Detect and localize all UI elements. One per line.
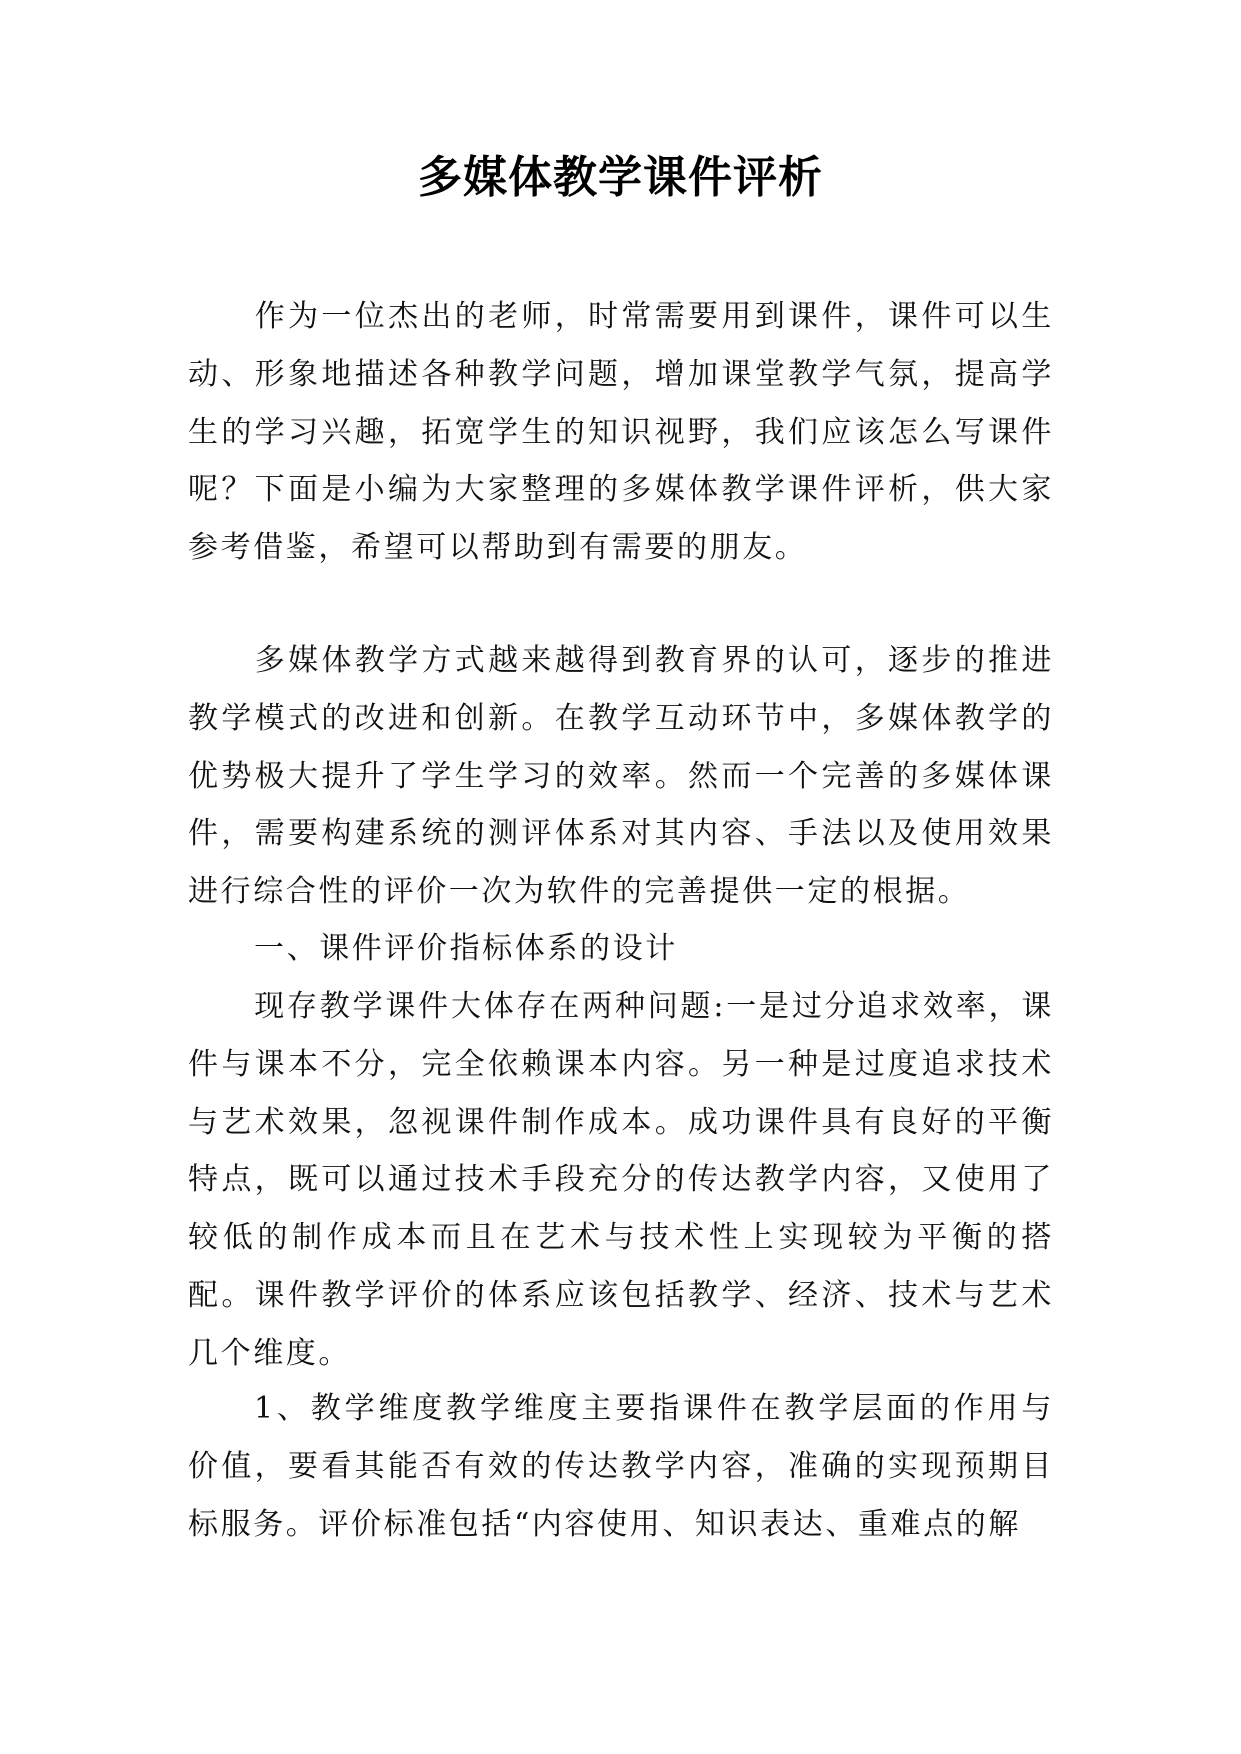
document-title: 多媒体教学课件评析 bbox=[418, 152, 823, 203]
body-paragraph bbox=[188, 632, 1054, 921]
section-heading bbox=[188, 920, 1054, 978]
paragraph-text: 现存教学课件大体存在两种问题:一是过分追求效率，课件与课本不分，完全依赖课本内容。另一种是过度追求技术与艺术效果，忽视课件制作成本。成功课件具有良好的平衡特点，既可以通过技术手段充分的传达教学内容，又使用了较低的制作成本而且在艺术与技术性上实现较为平衡的搭配。课件教学评价的体系应该包括教学、经济、技术与艺术几个维度。 bbox=[188, 989, 1054, 1371]
section-heading-text: 一、课件评价指标体系的设计 bbox=[254, 931, 678, 966]
paragraph-text: 1、教学维度教学维度主要指课件在教学层面的作用与价值，要看其能否有效的传达教学内容，准确的实现预期目标服务。评价标准包括“内容使用、知识表达、重难点的解 bbox=[188, 1391, 1054, 1542]
intro-paragraph bbox=[188, 288, 1054, 577]
body-paragraph bbox=[188, 1380, 1054, 1553]
paragraph-text: 作为一位杰出的老师，时常需要用到课件，课件可以生动、形象地描述各种教学问题，增加课堂教学气氛，提高学生的学习兴趣，拓宽学生的知识视野，我们应该怎么写课件呢？下面是小编为大家整理的多媒体教学课件评析，供大家参考借鉴，希望可以帮助到有需要的朋友。 bbox=[188, 299, 1054, 566]
body-paragraph bbox=[188, 978, 1054, 1383]
paragraph-text: 多媒体教学方式越来越得到教育界的认可，逐步的推进教学模式的改进和创新。在教学互动环节中，多媒体教学的优势极大提升了学生学习的效率。然而一个完善的多媒体课件，需要构建系统的测评体系对其内容、手法以及使用效果进行综合性的评价一次为软件的完善提供一定的根据。 bbox=[188, 643, 1054, 910]
